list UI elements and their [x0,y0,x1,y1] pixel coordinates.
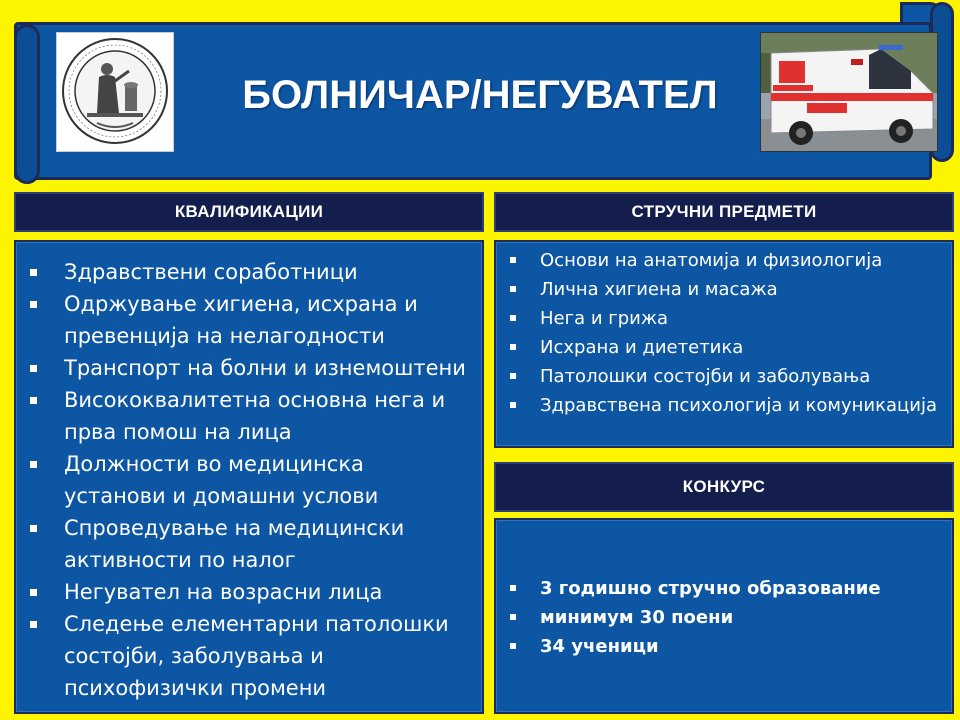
qualifications-panel [14,240,484,714]
list-item: Висококвалитетна основна нега и прва помош на лица [20,384,472,448]
school-seal-logo [56,32,174,152]
ambulance-photo [760,32,938,152]
list-item: Должности во медицинска установи и домашни услови [20,448,472,512]
subjects-list [500,246,942,420]
list-item: Основи на анатомија и физиологија [500,246,942,275]
list-item: Здравствени соработници [20,256,472,288]
list-item: Патолошки состојби и заболувања [500,362,942,391]
subjects-header: СТРУЧНИ ПРЕДМЕТИ [494,192,954,232]
list-item: минимум 30 поени [500,603,942,632]
ambulance-icon [761,33,937,151]
subjects-panel [494,240,954,448]
page-title: БОЛНИЧАР/НЕГУВАТЕЛ [242,72,718,117]
list-item: 3 годишно стручно образование [500,574,942,603]
list-item: Спроведување на медицински активности по налог [20,512,472,576]
list-item: 34 ученици [500,632,942,661]
list-item: Транспорт на болни и изнемоштени [20,352,472,384]
list-item: Лична хигиена и масажа [500,275,942,304]
seal-icon [57,33,173,151]
concourse-list [500,574,942,661]
scroll-curl-left [14,24,40,184]
list-item: Нега и грижа [500,304,942,333]
list-item: Здравствена психологија и комуникација [500,391,942,420]
list-item: Исхрана и диететика [500,333,942,362]
list-item: Следење елементарни патолошки состојби, заболувања и психофизички промени [20,608,472,704]
concourse-panel [494,518,954,714]
qualifications-list [20,256,472,704]
list-item: Негувател на возрасни лица [20,576,472,608]
concourse-header: КОНКУРС [494,462,954,512]
list-item: Одржување хигиена, исхрана и превенција на нелагодности [20,288,472,352]
qualifications-header: КВАЛИФИКАЦИИ [14,192,484,232]
